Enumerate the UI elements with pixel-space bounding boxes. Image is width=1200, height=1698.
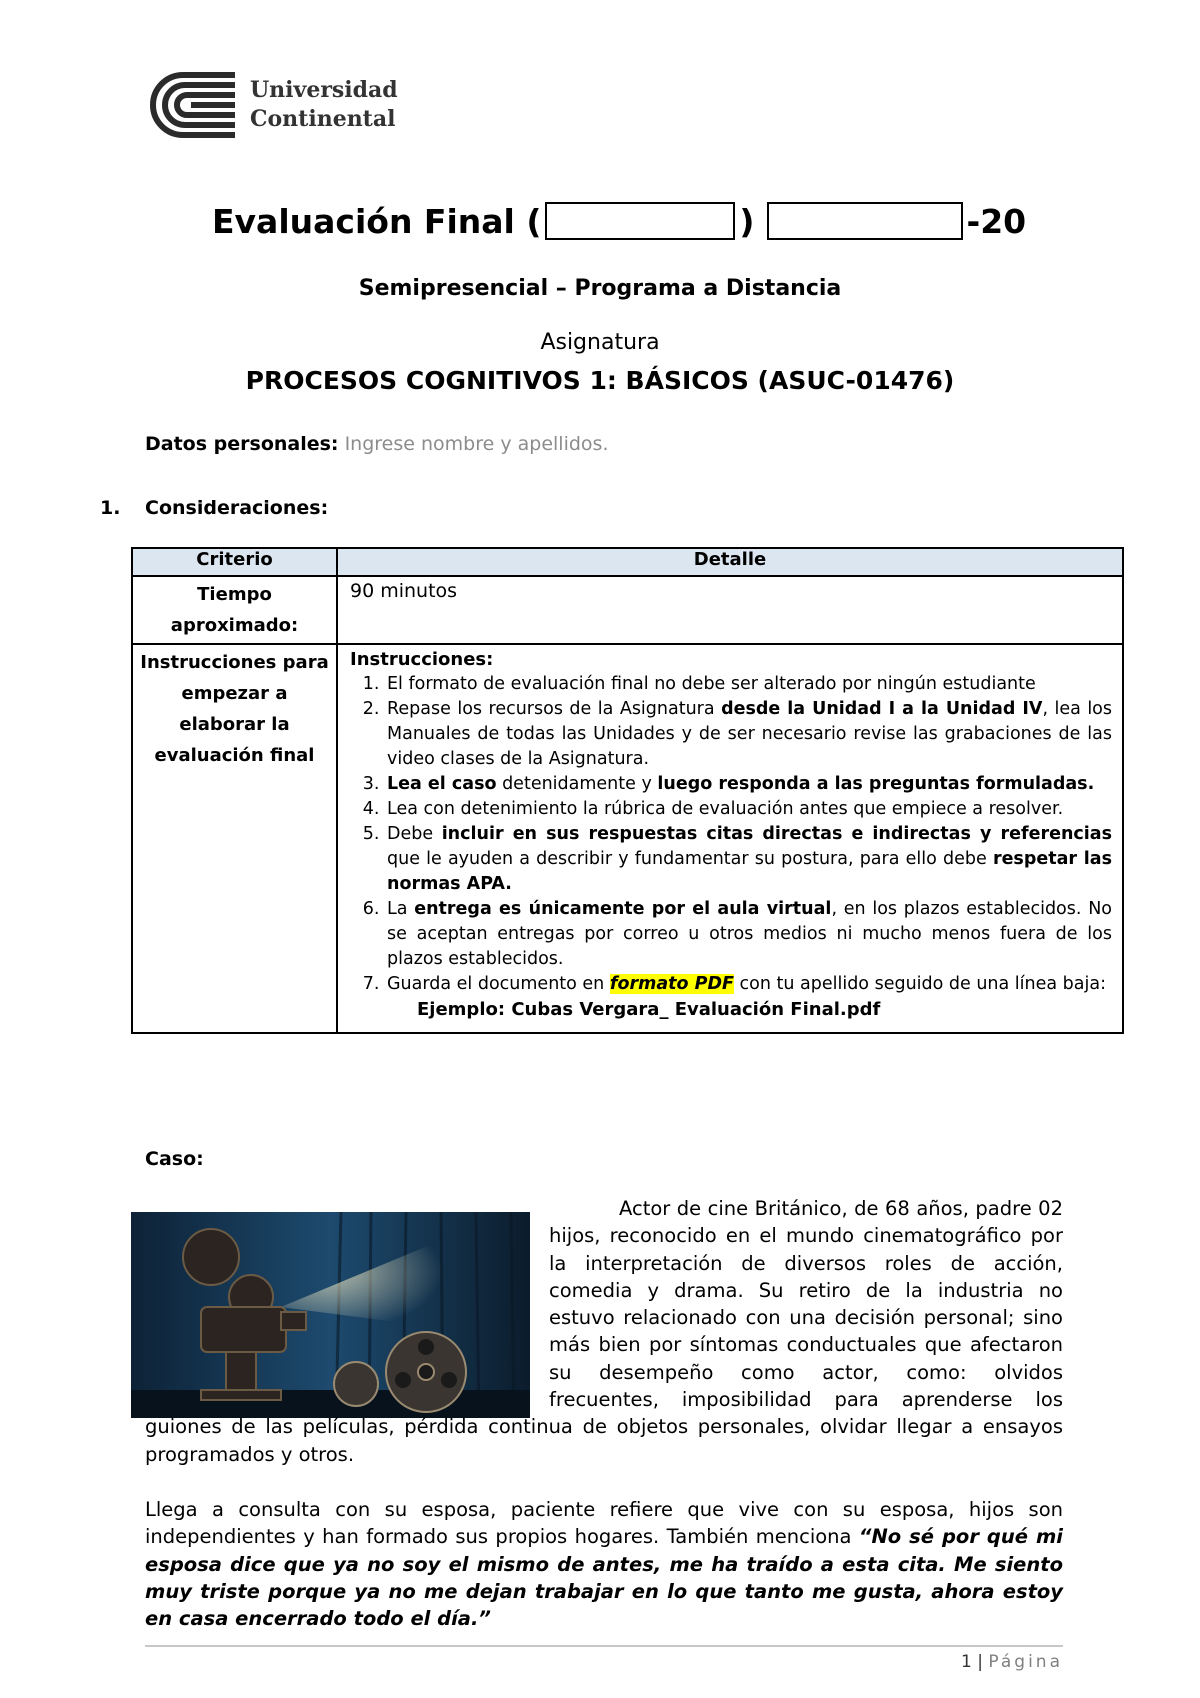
- bold-text: Lea el caso: [387, 774, 497, 794]
- instruction-text: Guarda el documento en: [387, 974, 610, 994]
- page-footer: [0, 1652, 1063, 1672]
- case-label: Caso:: [145, 1148, 204, 1170]
- page-title: [212, 196, 1026, 246]
- table-row: [132, 644, 1123, 1033]
- instruction-item: [385, 972, 1112, 997]
- instruction-text: La: [387, 899, 415, 919]
- instruction-text: Lea con detenimiento la rúbrica de evaluación antes que empiece a resolver.: [387, 799, 1064, 819]
- patient-quote: “No sé por qué mi esposa dice que ya no soy el mismo de antes, me ha traído a esta cita. Me siento muy triste porque ya no me dejan trabajar en lo que tanto me gusta, ahora estoy en casa encerrado todo el día.”: [145, 1525, 1063, 1631]
- instruction-item: [385, 897, 1112, 972]
- bold-text: incluir en sus respuestas citas directas e indirectas y referencias: [441, 824, 1113, 844]
- instructions-cell: [337, 644, 1123, 1033]
- case-paragraph-2: [145, 1496, 1063, 1632]
- modality-subtitle: Semipresencial – Programa a Distancia: [358, 276, 842, 301]
- row-time-label: Tiempo aproximado:: [132, 576, 337, 644]
- instruction-text: detenidamente y: [496, 774, 658, 794]
- instruction-item: [385, 697, 1112, 772]
- instruction-item: [385, 797, 1112, 822]
- table-row: [132, 576, 1123, 644]
- footer-divider: [145, 1645, 1063, 1647]
- title-suffix: -20: [966, 201, 1027, 241]
- instruction-item: [385, 772, 1112, 797]
- filename-example: Ejemplo: Cubas Vergara_ Evaluación Final.pdf: [417, 999, 881, 1020]
- table-header-row: [132, 548, 1123, 576]
- period-blank-field[interactable]: [545, 202, 735, 240]
- bold-text: desde la Unidad I a la Unidad IV: [721, 699, 1043, 719]
- page-label: Página: [988, 1652, 1063, 1672]
- instruction-text: que le ayuden a describir y fundamentar su postura, para ello debe: [387, 849, 993, 869]
- logo-line-1: Universidad: [250, 77, 398, 103]
- title-prefix: Evaluación Final (: [212, 201, 542, 241]
- header-detalle: Detalle: [337, 548, 1123, 576]
- footer-separator: |: [977, 1652, 983, 1672]
- instruction-text: El formato de evaluación final no debe ser alterado por ningún estudiante: [387, 674, 1036, 694]
- instruction-item: [385, 822, 1112, 897]
- section-number: 1.: [100, 497, 121, 519]
- instruction-text: con tu apellido seguido de una línea baja:: [733, 974, 1106, 994]
- instruction-item: [385, 672, 1112, 697]
- section-title: Consideraciones:: [145, 497, 329, 519]
- section-heading: [100, 497, 328, 519]
- case-text-1: Actor de cine Británico, de 68 años, padre 02 hijos, reconocido en el mundo cinematográfico por la interpretación de diversos roles de acción, comedia y drama. Su retiro de la industria no estuvo relacionado con una decisión personal; sino más bien por síntomas conductuales que afectaron su desempeño como actor, como: olvidos frecuentes, imposibilidad para aprenderse los guiones de las películas, pérdida continua de objetos personales, olvidar llegar a ensayos programados y otros.: [145, 1197, 1063, 1466]
- instruction-text: , en los plazos establecidos. No se aceptan entregas por correo u otros medios ni mucho menos fuera de los plazos establecidos.: [387, 899, 1112, 969]
- highlighted-text: formato PDF: [609, 974, 734, 994]
- personal-data-label: Datos personales:: [145, 433, 339, 455]
- instruction-text: Repase los recursos de la Asignatura: [387, 699, 722, 719]
- bold-text: entrega es únicamente por el aula virtual: [414, 899, 832, 919]
- header-criterio: Criterio: [132, 548, 337, 576]
- bold-text: respetar las normas APA.: [387, 849, 1112, 894]
- case-paragraph-1: [145, 1195, 1063, 1468]
- considerations-table: [131, 547, 1124, 1034]
- instruction-text: Debe: [387, 824, 442, 844]
- title-middle: ): [739, 201, 755, 241]
- name-input-placeholder[interactable]: Ingrese nombre y apellidos.: [344, 433, 609, 455]
- page-number: 1: [961, 1652, 972, 1672]
- instruction-text: , lea los Manuales de todas las Unidades y de ser necesario revise las grabaciones de las video clases de la Asignatura.: [387, 699, 1113, 769]
- instructions-heading: Instrucciones:: [350, 649, 494, 670]
- course-name: PROCESOS COGNITIVOS 1: BÁSICOS (ASUC-01476): [245, 366, 955, 395]
- bold-text: luego responda a las preguntas formuladas.: [657, 774, 1095, 794]
- year-blank-field[interactable]: [767, 202, 963, 240]
- logo-line-2: Continental: [250, 106, 396, 132]
- university-name: [250, 76, 398, 134]
- personal-data-row: [145, 433, 609, 455]
- asignatura-label: Asignatura: [540, 330, 660, 355]
- row-instructions-label: Instrucciones para empezar a elaborar la evaluación final: [132, 644, 337, 1033]
- case-text-2: Llega a consulta con su esposa, paciente refiere que vive con su esposa, hijos son independientes y han formado sus propios hogares. También menciona: [145, 1498, 1063, 1549]
- instructions-list: [350, 672, 1112, 997]
- row-time-value: 90 minutos: [337, 576, 1123, 644]
